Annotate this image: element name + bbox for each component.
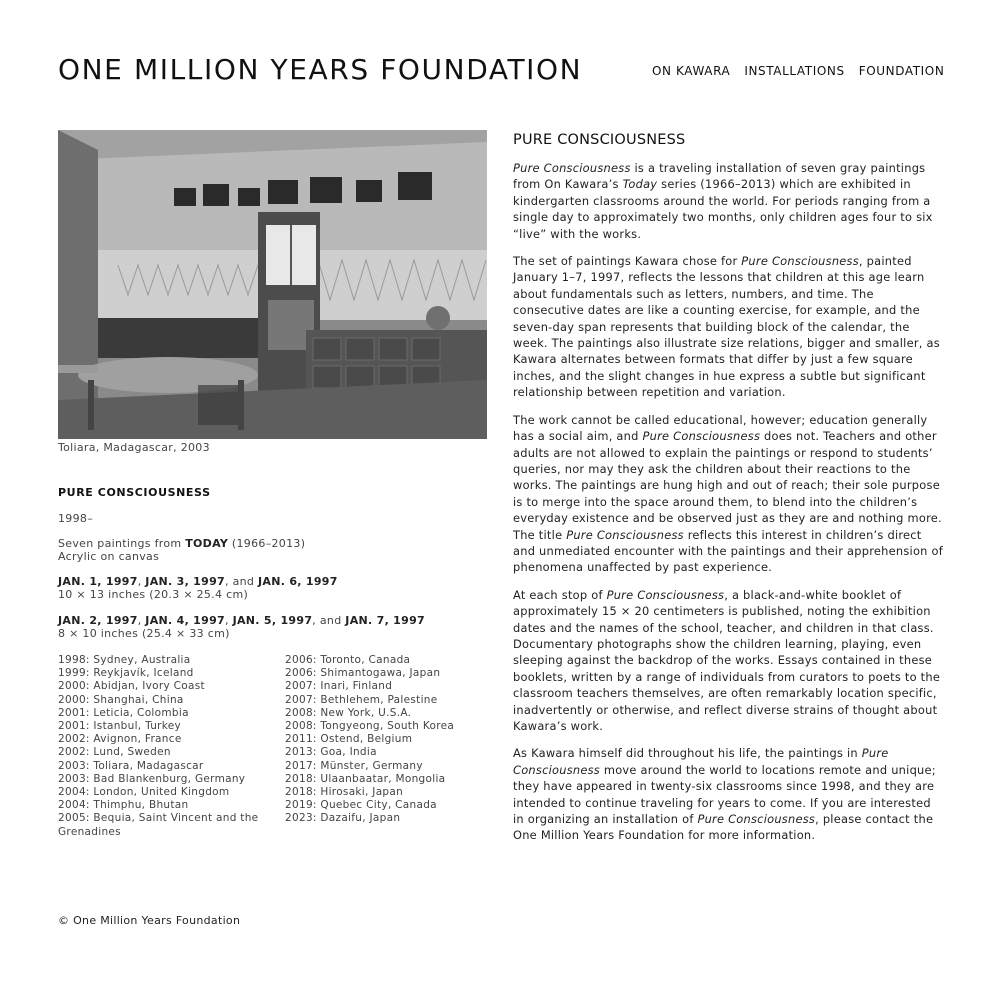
sep: , (225, 614, 233, 627)
date-jan-2: JAN. 2, 1997 (58, 614, 138, 627)
location-item: 2002: Lund, Sweden (58, 746, 171, 759)
article-paragraph-4 (513, 587, 943, 735)
series-name: TODAY (185, 537, 229, 550)
location-item: 2018: Hirosaki, Japan (285, 786, 404, 799)
text: move around the world to locations remote and unique; they have appeared in twenty-six classrooms since 1998, and they are intended to continue traveling for years to come. If you are interested in organizing an installation of (513, 762, 936, 827)
locations-column-right (285, 654, 485, 839)
date-jan-3: JAN. 3, 1997 (145, 575, 225, 588)
nav-installations[interactable]: INSTALLATIONS (744, 64, 845, 78)
em: Today (622, 177, 658, 192)
date-group-2 (58, 614, 488, 627)
series-line (58, 537, 488, 550)
date-group-1 (58, 575, 488, 588)
em: Pure Consciousness (741, 254, 859, 269)
location-item: 2018: Ulaanbaatar, Mongolia (285, 772, 446, 785)
em: Pure Consciousness (513, 746, 889, 777)
nav-on-kawara[interactable]: ON KAWARA (652, 64, 731, 78)
text: The work cannot be called educational, however; education generally has a social aim, and (513, 412, 928, 444)
location-item: 2003: Bad Blankenburg, Germany (58, 772, 246, 785)
footer-copyright: © One Million Years Foundation (58, 914, 241, 927)
location-item: 1998: Sydney, Australia (58, 654, 191, 666)
installation-details (58, 130, 488, 839)
work-dates: 1998– (58, 512, 93, 525)
sep: , (137, 614, 146, 627)
location-item: 2007: Bethlehem, Palestine (285, 693, 438, 706)
location-item: 2013: Goa, India (285, 746, 377, 759)
size-group-2: 8 × 10 inches (25.4 × 33 cm) (58, 627, 230, 640)
text: , please contact the One Million Years Foundation for more information. (513, 812, 934, 843)
text: The set of paintings Kawara chose for (513, 254, 742, 269)
location-item: 2003: Toliara, Madagascar (58, 759, 204, 772)
date-jan-7: JAN. 7, 1997 (345, 614, 425, 627)
location-item: 2001: Istanbul, Turkey (58, 720, 182, 733)
text: series (1966–2013) which are exhibited in kindergarten classrooms around the world. For periods ranging from a single day to approximately two months, only children ages four to six “live” with the works. (513, 177, 933, 241)
location-item: 2006: Toronto, Canada (285, 654, 411, 666)
series-suffix: (1966–2013) (228, 537, 306, 550)
location-item: 1999: Reykjavík, Iceland (58, 667, 194, 680)
series-prefix: Seven paintings from (58, 537, 186, 550)
locations-list (58, 654, 488, 839)
text: reflects this interest in children’s direct and unmediated encounter with the paintings and their apprehension of phenomena unaffected by past experience. (513, 527, 943, 575)
classroom-photo (58, 130, 487, 439)
text: As Kawara himself did throughout his life, the paintings in (513, 746, 862, 761)
main-nav (652, 64, 944, 78)
date-jan-4: JAN. 4, 1997 (145, 614, 225, 627)
text: At each stop of (513, 587, 607, 602)
article-paragraph-1 (513, 160, 943, 242)
photo-caption: Toliara, Madagascar, 2003 (58, 441, 210, 454)
location-item: 2004: London, United Kingdom (58, 786, 230, 799)
sep: , (137, 575, 146, 588)
location-item: 2004: Thimphu, Bhutan (58, 799, 189, 812)
location-item: 2007: Inari, Finland (285, 680, 393, 693)
size-group-1: 10 × 13 inches (20.3 × 25.4 cm) (58, 588, 249, 601)
site-title[interactable]: ONE MILLION YEARS FOUNDATION (58, 53, 583, 86)
sep: , and (225, 575, 258, 588)
date-jan-1: JAN. 1, 1997 (58, 575, 138, 588)
location-item: 2008: Tongyeong, South Korea (285, 720, 455, 733)
article-heading: PURE CONSCIOUSNESS (513, 132, 686, 148)
location-item: 2006: Shimantogawa, Japan (285, 667, 441, 680)
medium: Acrylic on canvas (58, 550, 160, 563)
em: Pure Consciousness (606, 587, 725, 602)
location-item: 2019: Quebec City, Canada (285, 799, 437, 812)
location-item: 2005: Bequia, Saint Vincent and the Grenadines (58, 812, 259, 838)
em: Pure Consciousness (513, 161, 631, 175)
location-item: 2000: Abidjan, Ivory Coast (58, 680, 205, 693)
em: Pure Consciousness (566, 527, 684, 542)
date-jan-5: JAN. 5, 1997 (232, 614, 313, 627)
sep: , and (312, 614, 346, 627)
article-paragraph-3 (513, 412, 943, 576)
nav-foundation[interactable]: FOUNDATION (858, 64, 945, 78)
em: Pure Consciousness (697, 812, 816, 827)
text: is a traveling installation of seven gray paintings from On Kawara’s (513, 161, 926, 192)
article-paragraph-5 (513, 745, 943, 843)
location-item: 2023: Dazaifu, Japan (285, 812, 401, 825)
locations-column-left (58, 654, 285, 839)
date-jan-6: JAN. 6, 1997 (258, 575, 338, 588)
em: Pure Consciousness (642, 429, 761, 444)
text: , painted January 1–7, 1997, reflects the lessons that children at this age learn about fundamentals such as letters, numbers, and time. The consecutive dates are like a counting exercise, for example, and the seven-day span represents that building block of the calendar, the week. The paintings also illustrate size relations, bigger and smaller, as Kawara alternates between formats that differ by just a few square inches, and the slight changes in hue express a subtle but significant relationship between repetition and variation. (513, 254, 940, 400)
work-title: PURE CONSCIOUSNESS (58, 486, 211, 499)
location-item: 2001: Leticia, Colombia (58, 706, 189, 719)
location-item: 2000: Shanghai, China (58, 693, 184, 706)
text: , a black-and-white booklet of approximately 15 × 20 centimeters is published, noting the exhibition dates and the names of the school, teacher, and children in that class. Documentary photographs show the children learning, playing, even sleeping against the backdrop of the works. Essays contained in these booklets, written by a range of individuals from curators to poets to the classroom teachers themselves, are often remarkably location specific, inadvertently or otherwise, and reflect diverse strains of thought about Kawara’s work. (513, 587, 941, 733)
text: does not. Teachers and other adults are not allowed to explain the paintings or respond to students’ queries, nor may they ask the children about their reactions to the works. The paintings are hung high and out of reach; their sole purpose is to merge into the space around them, to blend into the children’s everyday existence and be observed just as they are and nothing more. The title (513, 429, 942, 542)
location-item: 2008: New York, U.S.A. (285, 706, 412, 719)
location-item: 2017: Münster, Germany (285, 759, 423, 772)
article-paragraph-2 (513, 253, 943, 401)
article (513, 132, 943, 855)
location-item: 2002: Avignon, France (58, 733, 182, 746)
location-item: 2011: Ostend, Belgium (285, 733, 413, 746)
